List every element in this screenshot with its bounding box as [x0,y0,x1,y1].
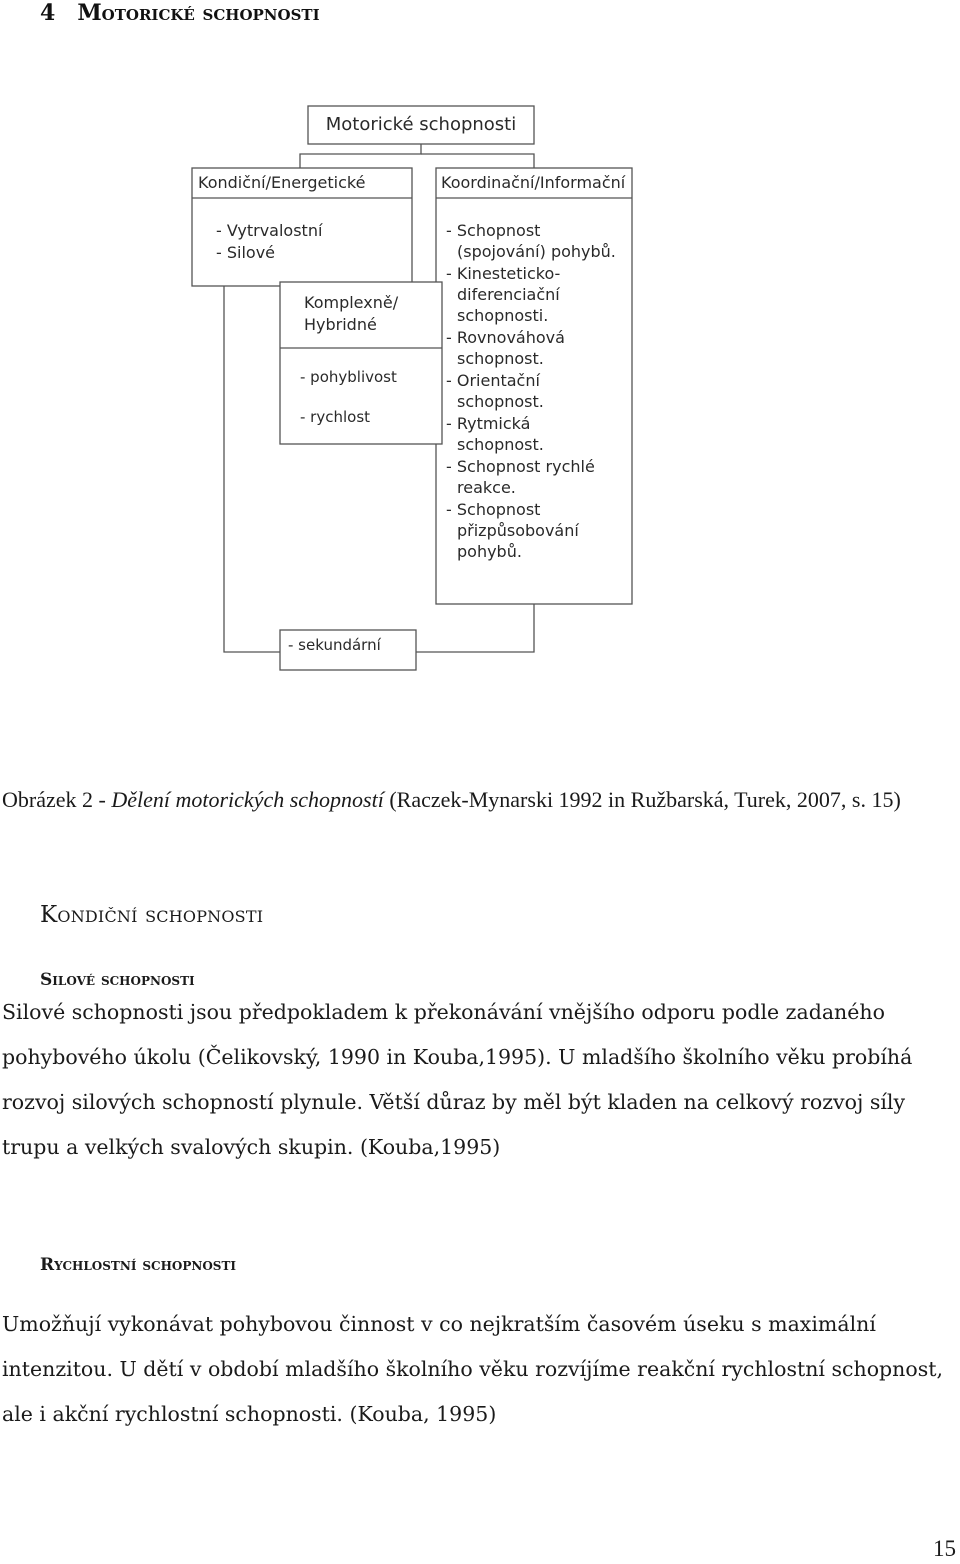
right-box-line: reakce. [457,478,516,497]
right-box-line: diferenciační [457,285,560,304]
right-box-line: - Schopnost rychlé [446,457,595,476]
middle-box-title-line: Hybridné [304,315,377,334]
right-box-line: - Rytmická [446,414,531,433]
motor-abilities-diagram [180,96,650,686]
connector-root-left [300,144,421,168]
right-box-line: schopnost. [457,435,544,454]
chapter-title: Motorické schopnosti [77,0,320,26]
subheading-rychlostni: Rychlostní schopnosti [40,1255,237,1275]
caption-suffix: (Raczek-Mynarski 1992 in Ružbarská, Turek, 2007, s. 15) [383,787,901,812]
right-box-title: Koordinační/Informační [441,173,626,192]
right-box-line: pohybů. [457,542,522,561]
right-box-line: - Schopnost [446,500,541,519]
left-box-item: - Vytrvalostní [216,221,323,240]
subheading-silove: Silové schopnosti [40,970,195,990]
right-box-line: přizpůsobování [457,521,579,540]
right-box-line: - Orientační [446,371,540,390]
left-box-item: - Silové [216,243,276,262]
connector-left-bottom [224,286,280,652]
middle-box-item: - rychlost [300,408,371,426]
caption-title: Dělení motorických schopností [111,787,384,812]
root-label: Motorické schopnosti [325,114,517,135]
bottom-box-label: - sekundární [288,636,381,654]
paragraph-rychlostni: Umožňují vykonávat pohybovou činnost v co nejkratším časovém úseku s maximální intenzitou. U dětí v období mladšího školního věku rozvíjíme reakční rychlostní schopnost, ale i akční rychlostní schopnosti. (Kouba, 1995) [2,1312,943,1426]
paragraph-silove: Silové schopnosti jsou předpokladem k překonávání vnějšího odporu podle zadaného pohybového úkolu (Čelikovský, 1990 in Kouba,1995). U mladšího školního věku probíhá rozvoj silových schopností plynule. Větší důraz by měl být kladen na celkový rozvoj síly trupu a velkých svalových skupin. (Kouba,1995) [2,1000,913,1159]
right-box-line: - Schopnost [446,221,541,240]
diagram-svg [180,96,650,686]
section-heading: Kondiční schopnosti [40,902,264,928]
right-box-line: schopnost. [457,392,544,411]
right-box-line: schopnosti. [457,306,549,325]
caption-prefix: Obrázek 2 - [2,787,112,812]
left-box-title: Kondiční/Energetické [198,173,366,192]
middle-box-title-line: Komplexně/ [304,293,399,312]
chapter-number: 4 [40,0,56,26]
chapter-heading [40,0,320,26]
right-box-line: (spojování) pohybů. [457,242,616,261]
middle-box-item: - pohyblivost [300,368,397,386]
page-number: 15 [933,1536,956,1561]
right-box-line: - Kinesteticko- [446,264,561,283]
right-box-line: schopnost. [457,349,544,368]
figure-caption [2,786,952,813]
right-box-line: - Rovnováhová [446,328,565,347]
connector-root-right [421,154,534,168]
connector-right-bottom [416,604,534,652]
